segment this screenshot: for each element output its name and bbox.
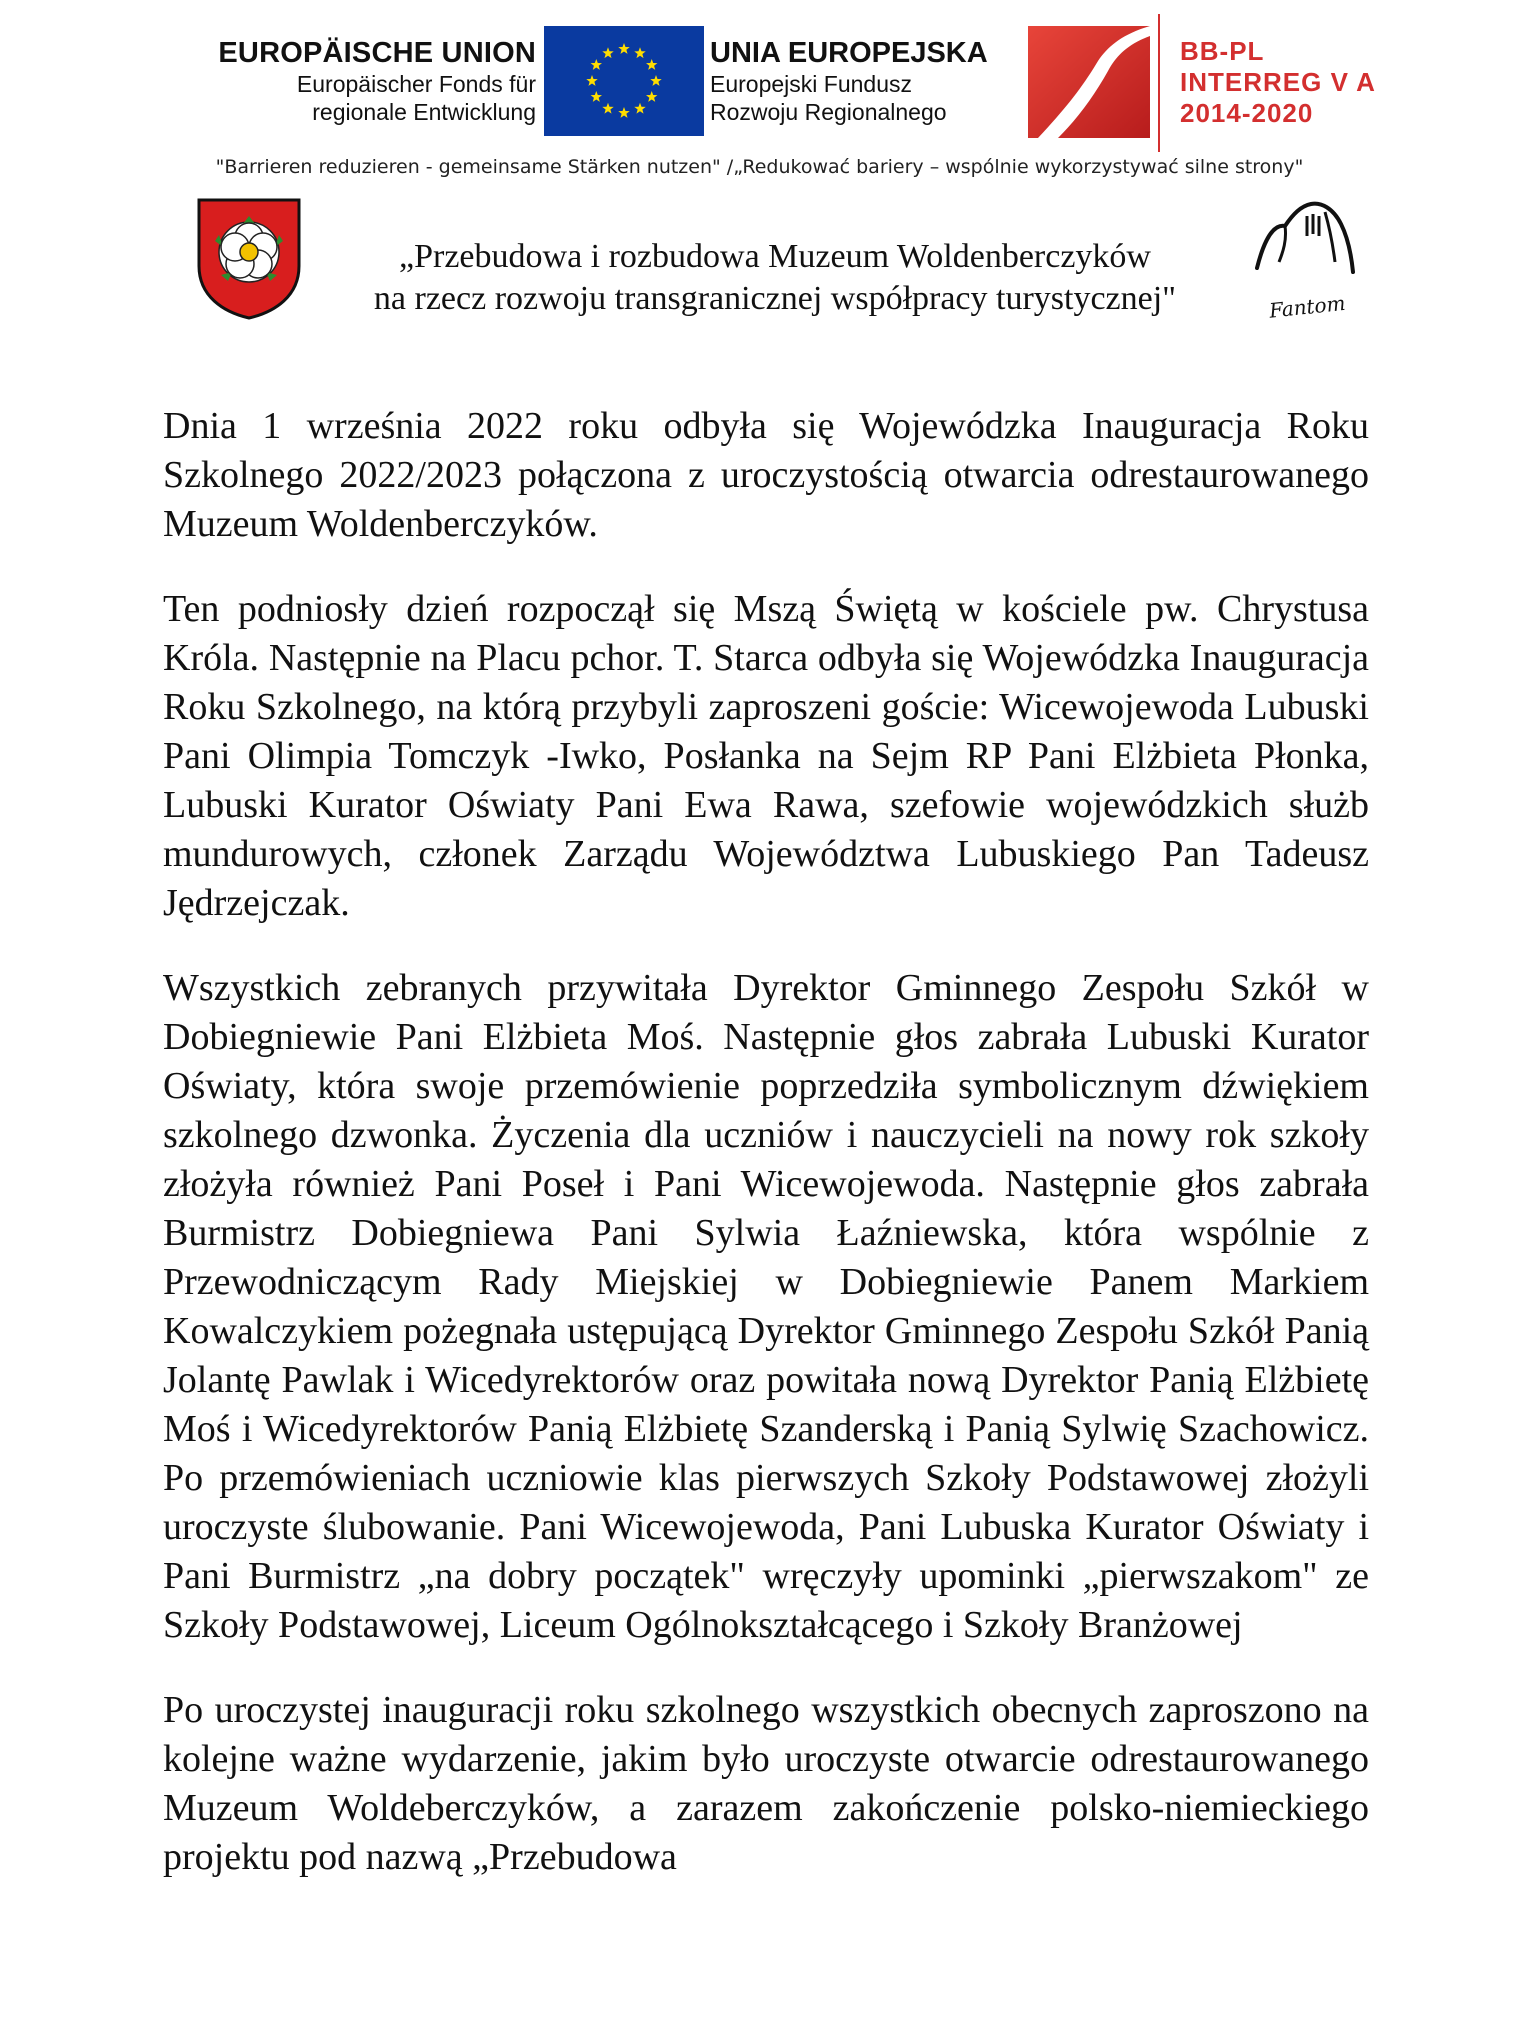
paragraph-4: Po uroczystej inauguracji roku szkolnego wszystkich obecnych zaproszono na kolejne ważne wydarzenie, jakim było uroczyste otwarcie odrestaurowanego Muzeum Woldeberczyków, a zarazem zakończenie polsko-niemieckiego projektu pod nazwą „Przebudowa (163, 1689, 1369, 1878)
program-slogan: "Barrieren reduzieren - gemeinsame Stärken nutzen" /„Redukować bariery – wspólnie wykorzystywać silne strony" (215, 156, 1304, 178)
interreg-divider (1158, 14, 1160, 152)
eu-pl-block (710, 36, 1040, 126)
eu-pl-line2: Rozwoju Regionalnego (710, 99, 947, 125)
eu-star (602, 103, 613, 114)
paragraph-2: Ten podniosły dzień rozpoczął się Mszą Świętą w kościele pw. Chrystusa Króla. Następnie na Placu pchor. T. Starca odbyła się Wojewódzka Inauguracja Roku Szkolnego, na którą przybyli zaproszeni goście: Wicewojewoda Lubuski Pani Olimpia Tomczyk -Iwko, Posłanka na Sejm RP Pani Elżbieta Płonka, Lubuski Kurator Oświaty Pani Ewa Rawa, szefowie wojewódzkich służb mundurowych, członek Zarządu Województwa Lubuskiego Pan Tadeusz Jędrzejczak. (163, 588, 1369, 924)
eu-pl-line1: Europejski Fundusz (710, 71, 912, 97)
interreg-line1: BB-PL (1180, 36, 1265, 66)
eu-star (650, 75, 661, 86)
eu-star (602, 47, 613, 58)
eu-star (591, 91, 602, 102)
interreg-logo (1028, 26, 1150, 138)
coat-of-arms-logo (195, 196, 303, 320)
eu-star (646, 91, 657, 102)
eu-star (618, 107, 629, 118)
eu-star (618, 43, 629, 54)
eu-star (634, 103, 645, 114)
rose-shield-icon (195, 196, 303, 320)
eu-pl-title: UNIA EUROPEJSKA (710, 37, 988, 69)
project-title-line1: „Przebudowa i rozbudowa Muzeum Woldenberczyków (399, 238, 1151, 275)
interreg-text-block (1180, 36, 1376, 129)
eu-de-line1: Europäischer Fonds für (296, 71, 536, 97)
eu-star (586, 75, 597, 86)
eu-star (591, 59, 602, 70)
eu-flag-logo (544, 26, 704, 136)
eu-de-block (218, 36, 536, 126)
eu-star (646, 59, 657, 70)
project-title (300, 236, 1250, 320)
eu-star (634, 47, 645, 58)
eu-de-line2: regionale Entwicklung (312, 99, 536, 125)
project-title-line2: na rzecz rozwoju transgranicznej współpracy turystycznej" (373, 280, 1177, 317)
fantom-logo-text: Fantom (1268, 290, 1347, 323)
interreg-line3: 2014-2020 (1180, 98, 1314, 128)
eu-stars-icon (544, 26, 704, 136)
eu-de-title: EUROPÄISCHE UNION (218, 37, 536, 69)
fantom-logo (1255, 196, 1355, 326)
paragraph-1: Dnia 1 września 2022 roku odbyła się Wojewódzka Inauguracja Roku Szkolnego 2022/2023 połączona z uroczystością otwarcia odrestaurowanego Muzeum Woldenberczyków. (163, 405, 1369, 545)
article-body (163, 402, 1369, 1918)
paragraph-3: Wszystkich zebranych przywitała Dyrektor Gminnego Zespołu Szkół w Dobiegniewie Pani Elżbieta Moś. Następnie głos zabrała Lubuski Kurator Oświaty, która swoje przemówienie poprzedziła symbolicznym dźwiękiem szkolnego dzwonka. Życzenia dla uczniów i nauczycieli na nowy rok szkoły złożyła również Pani Poseł i Pani Wicewojewoda. Następnie głos zabrała Burmistrz Dobiegniewa Pani Sylwia Łaźniewska, która wspólnie z Przewodniczącym Rady Miejskiej w Dobiegniewie Panem Markiem Kowalczykiem pożegnała ustępującą Dyrektor Gminnego Zespołu Szkół Panią Jolantę Pawlak i Wicedyrektorów oraz powitała nową Dyrektor Panią Elżbietę Moś i Wicedyrektorów Panią Elżbietę Szanderską i Panią Sylwię Szachowicz. Po przemówieniach uczniowie klas pierwszych Szkoły Podstawowej złożyli uroczyste ślubowanie. Pani Wicewojewoda, Pani Lubuska Kurator Oświaty i Pani Burmistrz „na dobry początek" wręczyły upominki „pierwszakom" ze Szkoły Podstawowej, Liceum Ogólnokształcącego i Szkoły Branżowej (163, 967, 1369, 1646)
interreg-line2: INTERREG V A (1180, 67, 1376, 97)
fantom-mountain-icon (1255, 196, 1355, 326)
interreg-mark-icon (1028, 26, 1150, 138)
